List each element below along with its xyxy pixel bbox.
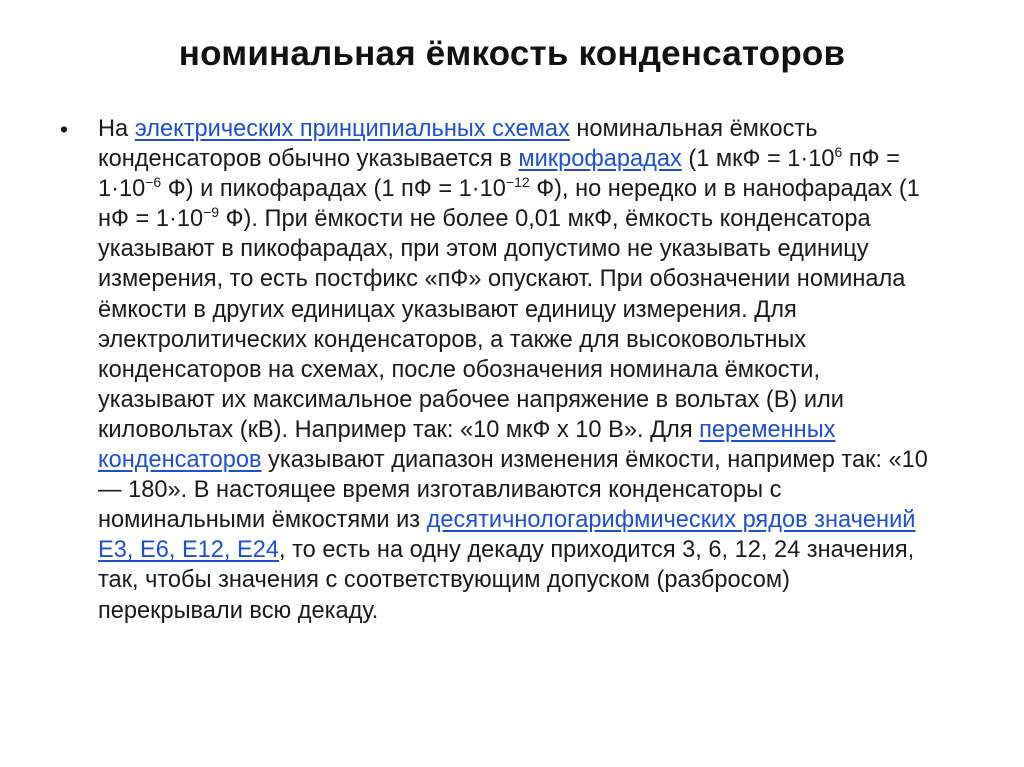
- link-electrical-schematics[interactable]: электрических принципиальных схемах: [134, 116, 570, 142]
- text-segment: На: [98, 116, 135, 142]
- text-segment: Ф) и пикофарадах (1 пФ = 1·10: [161, 176, 506, 203]
- slide-title: номинальная ёмкость конденсаторов: [178, 34, 846, 73]
- bullet-dot-icon: •: [60, 116, 69, 142]
- text-segment: указывают диапазон изменения ёмкости, например так: «10 — 180». В настоящее время изготавливаются конденсаторы с номинальными ёмкостями из: [98, 447, 928, 534]
- bullet-paragraph: [60, 114, 940, 626]
- text-segment: номинальная ёмкость конденсаторов обычно указывается в: [98, 116, 818, 173]
- text-segment: , то есть на одну декаду приходится 3, 6, 12, 24 значения, так, чтобы значения с соответствующим допуском (разбросом) перекрывали всю декаду.: [98, 537, 915, 624]
- text-segment: (1 мкФ = 1·10: [681, 146, 835, 173]
- link-variable-capacitors[interactable]: переменных конденсаторов: [98, 416, 836, 474]
- text-segment: Ф). При ёмкости не более 0,01 мкФ, ёмкость конденсатора указывают в пикофарадах, при этом допустимо не указывать единицу измерения, то есть постфикс «пФ» опускают. При обозначении номинала ёмкости в других единицах указывают единицу измерения. Для электролитических конденсаторов, а также для высоковольтных конденсаторов на схемах, после обозначения номинала ёмкости, указывают их максимальное рабочее напряжение в вольтах (В) или киловольтах (кВ). Например так: «10 мкФ х 10 В». Для: [98, 206, 906, 443]
- link-e-series-values[interactable]: десятичнологарифмических рядов значений E3, E6, E12, E24: [98, 507, 916, 564]
- exponent: −12: [505, 174, 530, 191]
- exponent: −9: [203, 204, 220, 221]
- link-microfarads[interactable]: микрофарадах: [518, 146, 682, 173]
- exponent: 6: [834, 144, 843, 161]
- slide-content: [60, 114, 940, 626]
- exponent: −6: [145, 174, 162, 191]
- text-segment: Ф), но нередко и в нанофарадах (1 нФ = 1·10: [98, 176, 920, 233]
- text-segment: пФ = 1·10: [98, 146, 900, 203]
